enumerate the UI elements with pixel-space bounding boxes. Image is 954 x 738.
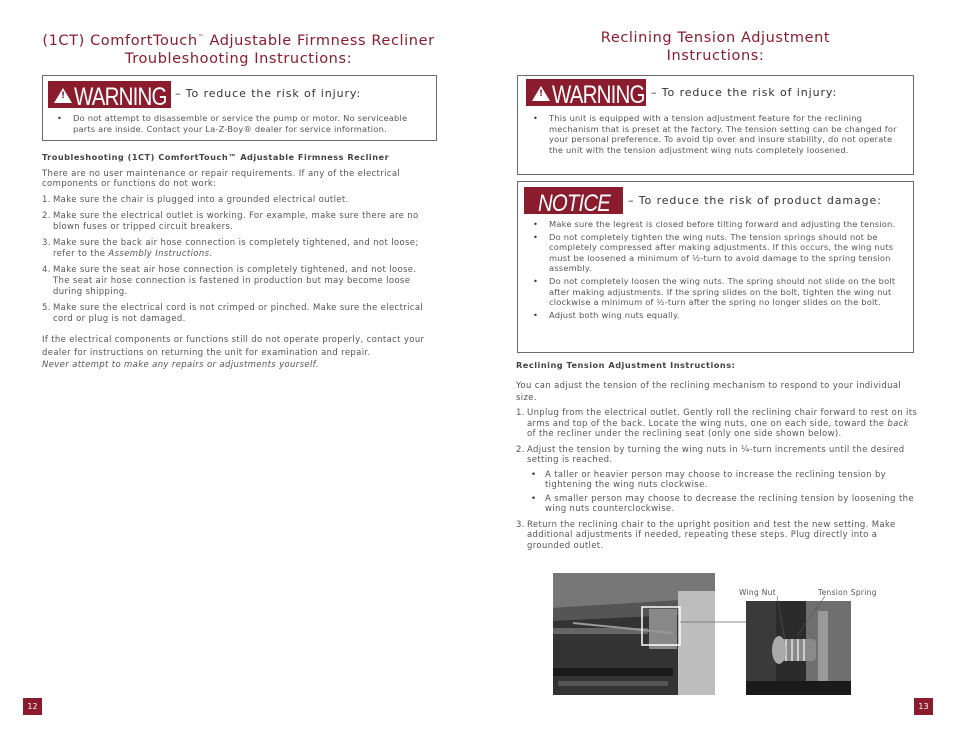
step-item: 5. Make sure the electrical cord is not crimped or pinched. Make sure the electrical cord or plug is not damaged.: [42, 303, 424, 324]
warning-bullet: • Do not attempt to disassemble or service the pump or motor. No serviceable parts are inside. Contact your La-Z-Boy® dealer for service information.: [51, 113, 431, 134]
section-subhead: Troubleshooting (1CT) ComfortTouch™ Adjustable Firmness Recliner: [42, 152, 390, 162]
warning-badge: ! WARNING: [48, 81, 171, 108]
heading-subtitle: Instructions:: [666, 48, 765, 64]
right-page: [477, 0, 954, 738]
page-number: 13: [914, 698, 933, 715]
step-item: 3. Return the reclining chair to the upright position and test the new setting. Make additional adjustments if needed, repeating these steps. Plug directly into a grounded outlet.: [516, 519, 896, 551]
warning-box: [517, 75, 914, 175]
warning-badge: ! WARNING: [526, 79, 646, 106]
step-sub-bullets: [527, 470, 918, 515]
section-subhead: Reclining Tension Adjustment Instructions:: [516, 360, 736, 370]
warning-box: [42, 75, 437, 141]
heading-text: (1CT) ComfortTouch: [42, 32, 198, 49]
step-item: 1. Make sure the chair is plugged into a grounded electrical outlet.: [42, 195, 349, 205]
caption-wing-nut: Wing Nut: [739, 588, 776, 597]
warning-headline: – To reduce the risk of injury:: [651, 86, 838, 99]
notice-box: [517, 181, 914, 353]
notice-bullet: • Do not completely tighten the wing nuts. The tension springs should not be completely compressed after making adjustments. If this occurs, the wing nuts must be loosened a minimum of ½-turn to avoid damage to the spring tension assembly.: [527, 232, 909, 274]
closing-paragraph: If the electrical components or functions still do not operate properly, contact your dealer for instructions on returning the unit for examination and repair. Never attempt to make any repairs or adjustments yourself.: [42, 335, 425, 370]
notice-bullet: • Make sure the legrest is closed before tilting forward and adjusting the tension.: [527, 219, 909, 230]
step-item: 3. Make sure the back air hose connection is completely tightened, and not loose; refer to the Assembly Instructions.: [42, 238, 419, 259]
page-number: 12: [23, 698, 42, 715]
step-item: 4. Make sure the seat air hose connection is completely tightened, and not loose. The seat air hose connection is fastened in production but may become loose during shipping.: [42, 265, 417, 297]
callout-connector: [680, 604, 750, 628]
right-page-heading: [497, 29, 934, 65]
notice-bullets: [527, 219, 909, 322]
warning-bullets: [51, 113, 431, 136]
troubleshooting-steps: [42, 195, 435, 330]
recliner-underside-photo: [553, 573, 715, 695]
sub-bullet: • A taller or heavier person may choose to increase the reclining tension by tightening the wing nuts clockwise.: [527, 470, 918, 491]
notice-bullet: • Adjust both wing nuts equally.: [527, 310, 909, 321]
notice-headline: – To reduce the risk of product damage:: [628, 194, 882, 207]
notice-bullet: • Do not completely loosen the wing nuts. The spring should not slide on the bolt after making adjustments. If the spring slides on the bolt, tighten the wing nut clockwise a minimum of ½-turn after the spring no longer slides on the bolt.: [527, 276, 909, 308]
heading-text-rest: Adjustable Firmness Recliner: [204, 32, 435, 49]
caption-tension-spring: Tension Spring: [818, 588, 877, 597]
step-item: 2. Make sure the electrical outlet is working. For example, make sure there are no blown fuses or tripped circuit breakers.: [42, 211, 419, 232]
trademark: ™: [197, 34, 205, 41]
warning-label: WARNING: [552, 81, 645, 109]
notice-label: NOTICE: [538, 190, 610, 217]
intro-paragraph: There are no user maintenance or repair requirements. If any of the electrical components or functions do not work:: [42, 169, 401, 189]
notice-badge: [524, 187, 623, 217]
left-page-heading: [20, 29, 457, 68]
closing-italic: Never attempt to make any repairs or adjustments yourself.: [42, 360, 319, 370]
heading-subtitle: Troubleshooting Instructions:: [124, 50, 353, 67]
sub-bullet: • A smaller person may choose to decrease the reclining tension by loosening the wing nuts counterclockwise.: [527, 494, 918, 515]
warning-bullets: [527, 113, 907, 157]
warning-label: WARNING: [74, 83, 167, 111]
warning-headline: – To reduce the risk of injury:: [175, 87, 362, 100]
intro-paragraph: You can adjust the tension of the reclining mechanism to respond to your individual size.: [516, 381, 902, 403]
adjustment-steps: [516, 408, 918, 556]
heading-text: Reclining Tension Adjustment: [600, 30, 831, 46]
caption-leader-lines: [767, 596, 857, 648]
step-item: 1. Unplug from the electrical outlet. Gently roll the reclining chair forward to rest on its arms and top of the back. Locate the wing nuts, one on each side, toward the back of the recliner under the reclining seat (only one side shown below).: [516, 408, 918, 439]
step-item: 2. Adjust the tension by turning the wing nuts in ¼-turn increments until the desired setting is reached. • A taller or heavier person may choose to increase the reclining tension by tightening the wing nuts clockwise. • A smaller person may choose to decrease the reclining tension by loosening the wing nuts counterclockwise.: [516, 445, 918, 515]
warning-bullet: • This unit is equipped with a tension adjustment feature for the reclining mechanism that is preset at the factory. The tension setting can be changed for your personal preference. To avoid tip over and insure stability, do not operate the unit with the tension adjustment wing nuts completely loosened.: [527, 113, 907, 155]
